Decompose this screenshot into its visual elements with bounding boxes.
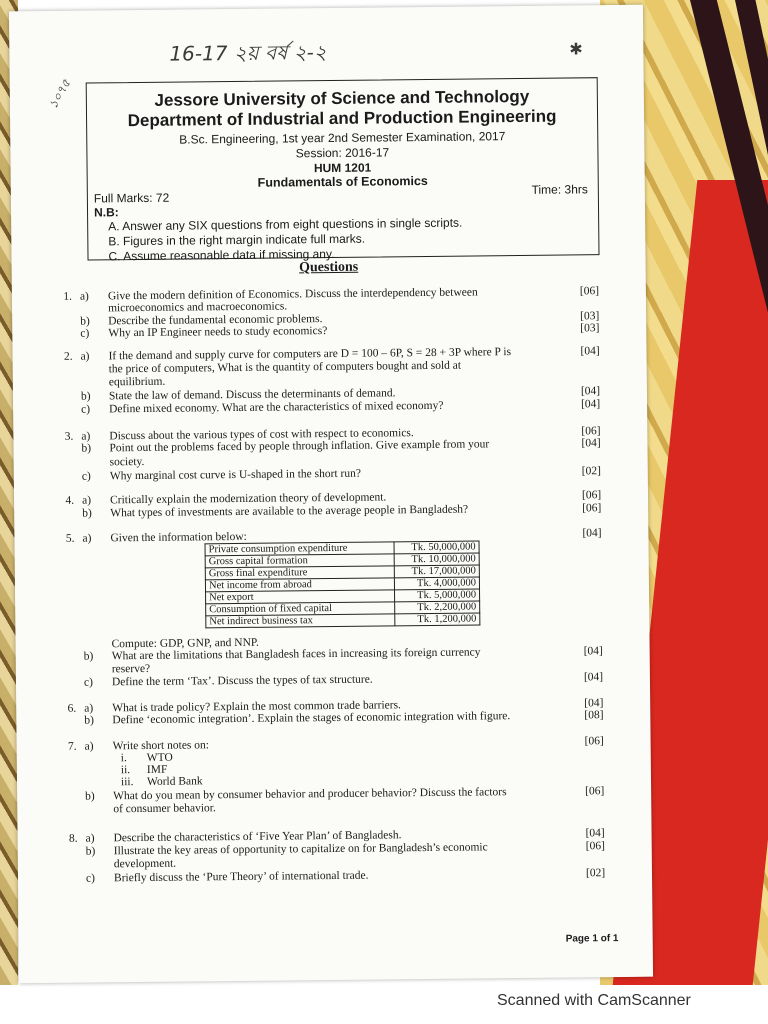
table-cell-value: Tk. 1,200,000 [395, 613, 480, 626]
question-line [16, 645, 636, 663]
question-number: 6. [67, 702, 77, 715]
table-row [206, 613, 480, 628]
exam-header [86, 77, 600, 264]
table-cell-value: Tk. 4,000,000 [394, 577, 479, 590]
table-cell-item: Net indirect business tax [206, 614, 395, 628]
question-text: Define mixed economy. What are the characteristics of mixed economy? [109, 399, 444, 416]
question-part: iii. [120, 776, 134, 789]
question-text: Discuss about the various types of cost with respect to economics. [109, 427, 414, 443]
question-part: a) [81, 430, 91, 443]
page-number: Page 1 of 1 [565, 933, 619, 945]
table-cell-item: Gross final expenditure [205, 566, 394, 580]
instruction-item: B. Figures in the right margin indicate full marks. [108, 231, 366, 249]
question-part: b) [84, 714, 95, 727]
question-text: equilibrium. [108, 375, 166, 389]
question-marks: [03] [580, 322, 600, 335]
question-part: b) [85, 790, 95, 803]
question-part: b) [85, 845, 96, 858]
question-line [17, 771, 637, 789]
question-line [14, 527, 634, 545]
question-line [18, 827, 638, 845]
instruction-item: C. Assume reasonable data if missing any. [108, 246, 335, 264]
question-line [17, 785, 637, 803]
question-marks: [02] [585, 867, 606, 880]
question-text: Why an IP Engineer needs to study economics? [108, 325, 328, 340]
question-text: Write short notes on: [112, 739, 210, 753]
question-text: What are the limitations that Bangladesh faces in increasing its foreign currency [111, 646, 481, 663]
question-part: c) [83, 676, 93, 689]
question-marks: [06] [585, 785, 605, 798]
question-line [17, 759, 637, 777]
question-text: Point out the problems faced by people through inflation. Give example from your [109, 438, 490, 455]
question-line [17, 735, 637, 753]
question-marks: [04] [581, 398, 601, 411]
instructions [108, 216, 463, 265]
question-line [14, 489, 634, 507]
question-text: If the demand and supply curve for computers are D = 100 – 6P, S = 28 + 3P where P is [108, 346, 512, 363]
question-marks: [04] [583, 645, 603, 658]
question-number: 5. [65, 532, 75, 545]
question-marks: [06] [582, 502, 602, 515]
scanner-watermark: Scanned with CamScanner [497, 992, 691, 1009]
question-part: b) [83, 650, 94, 663]
question-part: c) [81, 470, 91, 483]
question-text: IMF [146, 763, 168, 776]
question-marks: [06] [584, 735, 604, 748]
department-name: Department of Industrial and Production Engineering [127, 106, 557, 131]
question-text: of consumer behavior. [113, 802, 216, 816]
table-cell-value: Tk. 2,200,000 [395, 601, 480, 614]
question-part: a) [81, 494, 92, 507]
question-text: What is trade policy? Explain the most common trade barriers. [112, 699, 401, 715]
exam-paper [9, 5, 653, 984]
instruction-item: A. Answer any SIX questions from eight questions in single scripts. [108, 215, 463, 234]
question-part: a) [80, 350, 90, 363]
question-part: a) [85, 832, 95, 845]
exam-time: Time: 3hrs [531, 182, 588, 197]
question-text: Compute: GDP, GNP, and NNP. [111, 636, 259, 651]
question-part: a) [82, 532, 92, 545]
question-text: World Bank [146, 775, 203, 788]
question-marks: [04] [583, 671, 604, 684]
nb-label: N.B: [93, 205, 119, 220]
question-line [14, 465, 634, 483]
university-name: Jessore University of Science and Technology [154, 86, 530, 110]
question-number: 8. [68, 832, 78, 845]
question-text: What do you mean by consumer behavior and producer behavior? Discuss the factors [113, 786, 507, 803]
question-text: Why marginal cost curve is U-shaped in the short run? [109, 467, 361, 483]
question-text: Define ‘economic integration’. Explain the stages of economic integration with figure. [112, 710, 511, 727]
question-text: Briefly discuss the ‘Pure Theory’ of international trade. [113, 869, 369, 885]
question-text: Critically explain the modernization theory of development. [109, 491, 387, 507]
question-part: c) [81, 403, 91, 416]
question-text: society. [109, 455, 145, 469]
question-number: 3. [64, 430, 74, 443]
question-text: development. [113, 857, 177, 871]
question-part: a) [84, 740, 94, 753]
question-text: Given the information below: [110, 530, 247, 545]
question-part: a) [79, 290, 89, 303]
question-marks: [04] [581, 437, 601, 450]
question-line [12, 345, 632, 363]
question-text: What types of investments are available to the average people in Bangladesh? [110, 503, 469, 520]
question-marks: [06] [585, 840, 605, 853]
question-marks: [03] [580, 310, 600, 323]
question-text: Give the modern definition of Economics. Discuss the interdependency between [107, 286, 478, 303]
table-cell-item: Consumption of fixed capital [206, 602, 395, 616]
question-marks: [08] [584, 709, 604, 722]
session: Session: 2016-17 [295, 145, 390, 161]
question-text: microeconomics and macroeconomics. [107, 300, 288, 315]
question-text: Describe the characteristics of ‘Five Year Plan’ of Bangladesh. [113, 829, 402, 845]
handwritten-note-top: 16-17 ২য় বর্ষ ২-২ [169, 40, 327, 66]
question-part: b) [81, 442, 92, 455]
question-marks: [04] [580, 345, 600, 358]
question-line [16, 697, 636, 715]
question-text: State the law of demand. Discuss the determinants of demand. [108, 387, 396, 403]
question-text: Illustrate the key areas of opportunity to capitalize on for Bangladesh’s economic [113, 841, 488, 858]
table-cell-item: Private consumption expenditure [205, 542, 394, 556]
question-part: b) [82, 507, 92, 520]
star-mark-icon: ✱ [569, 39, 583, 59]
question-line [13, 425, 633, 443]
course-title: Fundamentals of Economics [257, 173, 428, 190]
course-code: HUM 1201 [313, 160, 372, 176]
national-income-table [205, 540, 481, 628]
question-marks: [06] [579, 285, 600, 298]
exam-title: B.Sc. Engineering, 1st year 2nd Semester Examination, 2017 [179, 129, 506, 147]
question-part: c) [85, 872, 96, 885]
table-cell-value: Tk. 50,000,000 [394, 541, 479, 554]
question-line [12, 285, 632, 303]
question-part: i. [120, 752, 127, 765]
question-text: the price of computers, What is the quantity of computers bought and sold at [108, 359, 462, 376]
question-line [16, 633, 636, 651]
full-marks: Full Marks: 72 [93, 190, 170, 206]
question-line [17, 747, 637, 765]
question-line [12, 310, 632, 328]
question-part: ii. [120, 764, 131, 777]
table-cell-item: Gross capital formation [205, 554, 394, 568]
handwritten-note-margin: ১০৭৫ [45, 76, 74, 111]
question-line [18, 867, 638, 885]
question-marks: [04] [580, 385, 601, 398]
question-number: 4. [65, 494, 75, 507]
table-cell-item: Net export [206, 590, 395, 604]
question-marks: [04] [585, 827, 605, 840]
table-cell-item: Net income from abroad [205, 578, 394, 592]
question-marks: [02] [581, 465, 602, 478]
question-line [16, 671, 636, 689]
questions-heading: Questions [298, 259, 359, 276]
table-cell-value: Tk. 5,000,000 [395, 589, 480, 602]
question-marks: [04] [584, 697, 604, 710]
question-text: Describe the fundamental economic problems. [108, 313, 323, 328]
question-part: b) [80, 315, 90, 328]
question-number: 1. [63, 290, 72, 303]
question-line [13, 385, 633, 403]
question-part: b) [80, 390, 91, 403]
question-text: Define the term ‘Tax’. Discuss the types of tax structure. [111, 673, 373, 689]
question-text: WTO [146, 751, 173, 764]
question-number: 2. [63, 350, 73, 363]
question-number: 7. [67, 740, 77, 753]
question-marks: [06] [581, 425, 601, 438]
question-part: c) [80, 327, 90, 340]
table-cell-value: Tk. 10,000,000 [394, 553, 479, 566]
question-text: reserve? [111, 662, 151, 676]
question-marks: [06] [581, 489, 602, 502]
question-marks: [04] [582, 527, 602, 540]
question-part: a) [84, 702, 94, 715]
table-cell-value: Tk. 17,000,000 [394, 565, 479, 578]
